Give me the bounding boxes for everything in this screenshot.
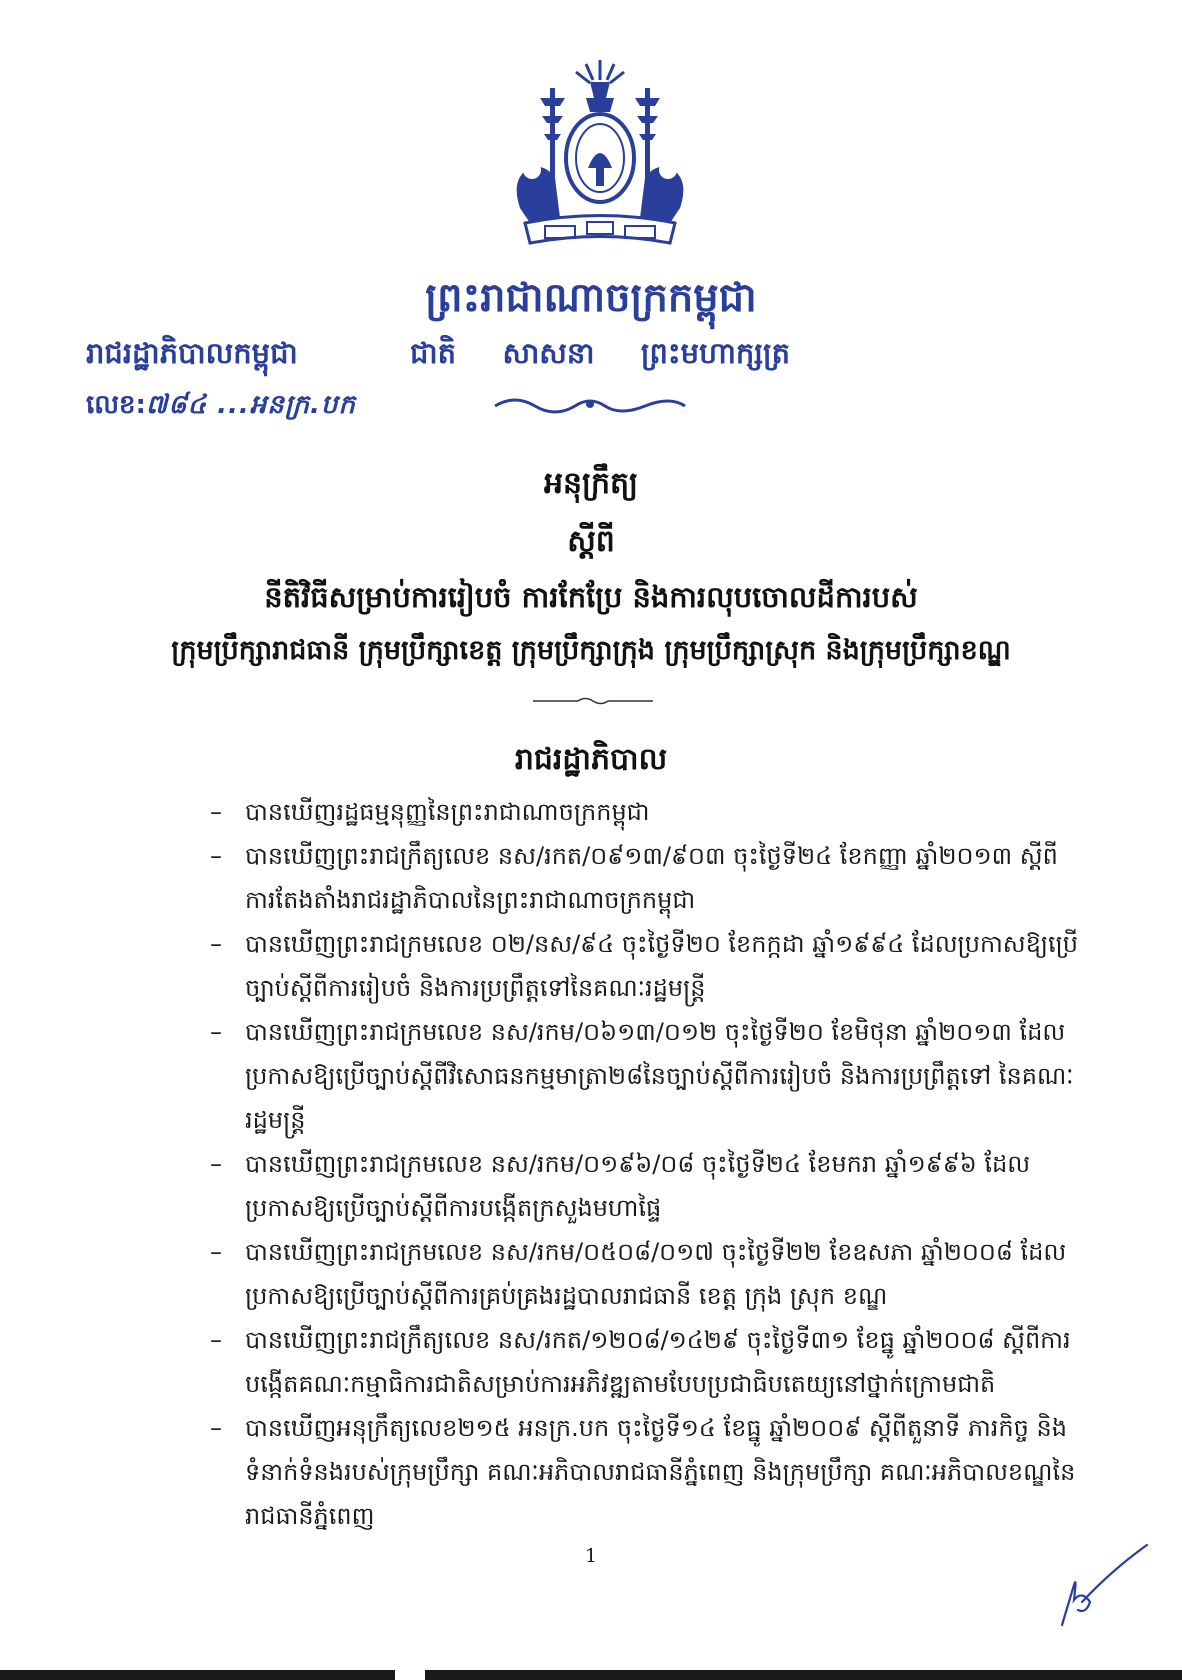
- subject-line-1: នីតិវិធីសម្រាប់ការរៀបចំ ការកែប្រែ និងការលុបចោលដីការបស់: [264, 580, 918, 614]
- subject-line-2: ក្រុមប្រឹក្សារាជធានី ក្រុមប្រឹក្សាខេត្ត ក្រុមប្រឹក្សាក្រុង ក្រុមប្រឹក្សាស្រុក និងក្រុមប្រឹក្សាខណ្ឌ: [171, 635, 1011, 666]
- list-item-text: បានឃើញអនុក្រឹត្យលេខ២១៥ អនក្រ.បក ចុះថ្ងៃទី១៤ ខែធ្នូ ឆ្នាំ២០០៩ ស្តីពីតួនាទី ភារកិច្ច និងទំនាក់ទំនងរបស់ក្រុមប្រឹក្សា គណៈអភិបាលរាជធានីភ្នំពេញ និងក្រុមប្រឹក្សា គណៈអភិបាលខណ្ឌនៃរាជធានីភ្នំពេញ: [245, 1414, 1076, 1530]
- list-item-text: បានឃើញរដ្ឋធម្មនុញ្ញនៃព្រះរាជាណាចក្រកម្ពុជា: [245, 798, 650, 826]
- list-item-text: បានឃើញព្រះរាជក្រមលេខ នស/រកម/០៥០៨/០១៧ ចុះថ្ងៃទី២២ ខែឧសភា ឆ្នាំ២០០៨ ដែលប្រកាសឱ្យប្រើច្បាប់ស្តីពីការគ្រប់គ្រងរដ្ឋបាលរាជធានី ខេត្ត ក្រុង ស្រុក ខណ្ឌ: [245, 1238, 1067, 1310]
- list-dash: –: [210, 1018, 222, 1046]
- motto-nation: ជាតិ: [410, 336, 457, 370]
- list-item: [210, 1318, 1080, 1406]
- list-item-text: បានឃើញព្រះរាជក្រមលេខ នស/រកម/០៦១៣/០១២ ចុះថ្ងៃទី២០ ខែមិថុនា ឆ្នាំ២០១៣ ដែលប្រកាសឱ្យប្រើច្បាប់ស្តីពីវិសោធនកម្មមាត្រា២៨នៃច្បាប់ស្តីពីការរៀបចំ និងការប្រព្រឹត្តទៅ នៃគណៈរដ្ឋមន្ត្រី: [245, 1018, 1074, 1134]
- list-item-text: បានឃើញព្រះរាជក្រមលេខ នស/រកម/០១៩៦/០៨ ចុះថ្ងៃទី២៤ ខែមករា ឆ្នាំ១៩៩៦ ដែលប្រកាសឱ្យប្រើច្បាប់ស្តីពីការបង្កើតក្រសួងមហាផ្ទៃ: [245, 1150, 1031, 1222]
- issuing-government: រាជរដ្ឋាភិបាលកម្ពុជា: [86, 336, 298, 370]
- list-dash: –: [210, 930, 222, 958]
- list-item: [210, 1230, 1080, 1318]
- motto-king: ព្រះមហាក្សត្រ: [640, 336, 790, 370]
- list-item: [210, 790, 1080, 834]
- reference-label: លេខ:: [86, 390, 146, 420]
- page-number: 1: [584, 1545, 598, 1567]
- about-label: ស្តីពី: [567, 524, 615, 559]
- list-dash: –: [210, 842, 222, 870]
- reference-value: ៧៨៤ ...អនក្រ.បក: [145, 390, 356, 420]
- list-dash: –: [210, 798, 222, 826]
- list-item-text: បានឃើញព្រះរាជក្រឹត្យលេខ នស/រកត/១២០៨/១៤២៩ ចុះថ្ងៃទី៣១ ខែធ្នូ ឆ្នាំ២០០៨ ស្តីពីការបង្កើតគណៈកម្មាធិការជាតិសម្រាប់ការអភិវឌ្ឍតាមបែបប្រជាធិបតេយ្យនៅថ្នាក់ក្រោមជាតិ: [245, 1326, 1071, 1398]
- motto-ornament-icon: [490, 392, 690, 416]
- list-item: [210, 1406, 1080, 1538]
- list-dash: –: [210, 1150, 222, 1178]
- list-item: [210, 922, 1080, 1010]
- scan-edge-gap: [395, 1670, 425, 1680]
- national-motto: [410, 336, 790, 378]
- section-heading: រាជរដ្ឋាភិបាល: [514, 742, 668, 777]
- list-item: [210, 1010, 1080, 1142]
- list-item-text: បានឃើញព្រះរាជក្រឹត្យលេខ នស/រកត/០៩១៣/៩០៣ ចុះថ្ងៃទី២៤ ខែកញ្ញា ឆ្នាំ២០១៣ ស្តីពីការតែងតាំងរាជរដ្ឋាភិបាលនៃព្រះរាជាណាចក្រកម្ពុជា: [245, 842, 1058, 914]
- motto-religion: សាសនា: [502, 336, 595, 370]
- kingdom-title: ព្រះរាជាណាចក្រកម្ពុជា: [425, 275, 757, 321]
- document-type: អនុក្រឹត្យ: [543, 466, 639, 501]
- royal-coat-of-arms-icon: [500, 58, 700, 258]
- list-dash: –: [210, 1414, 222, 1442]
- list-item-text: បានឃើញព្រះរាជក្រមលេខ ០២/នស/៩៤ ចុះថ្ងៃទី២០ ខែកក្កដា ឆ្នាំ១៩៩៤ ដែលប្រកាសឱ្យប្រើច្បាប់ស្តីពីការរៀបចំ និងការប្រព្រឹត្តទៅនៃគណៈរដ្ឋមន្ត្រី: [245, 930, 1079, 1002]
- list-dash: –: [210, 1326, 222, 1354]
- list-dash: –: [210, 1238, 222, 1266]
- handwritten-initials-icon: [1052, 1540, 1152, 1630]
- scan-edge: [0, 1670, 1182, 1680]
- title-divider-icon: [533, 696, 653, 706]
- list-item: [210, 834, 1080, 922]
- list-item: [210, 1142, 1080, 1230]
- reference-number: [86, 388, 356, 426]
- considerations-list: [210, 790, 1080, 1538]
